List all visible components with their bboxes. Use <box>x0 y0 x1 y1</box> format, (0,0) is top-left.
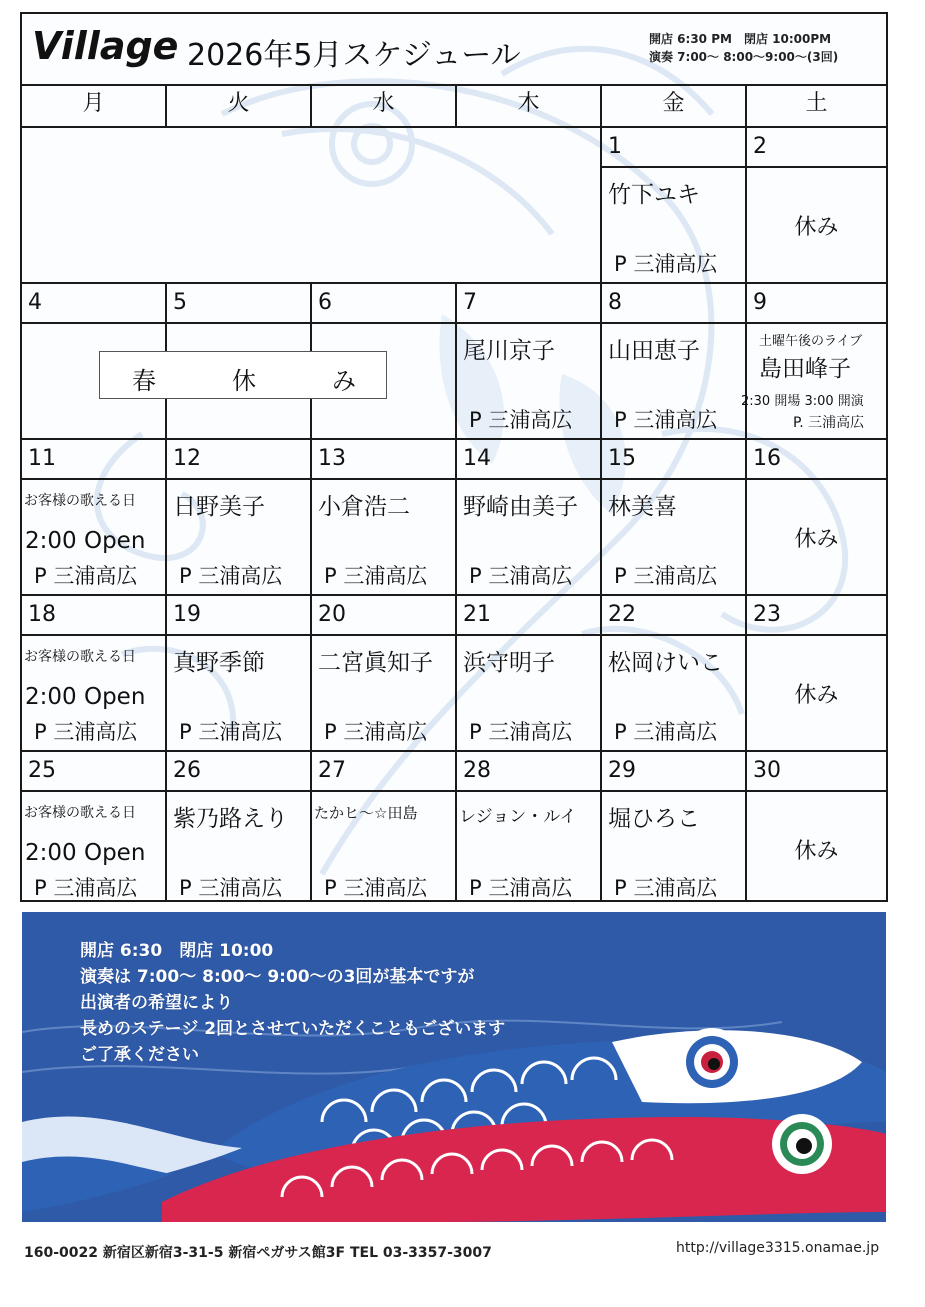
day-number: 26 <box>167 752 312 792</box>
day-cell <box>167 792 312 902</box>
pianist-label: P 三浦高広 <box>34 564 138 588</box>
pianist-label: P 三浦高広 <box>614 720 718 744</box>
day-number: 13 <box>312 440 457 480</box>
day-cell <box>312 636 457 752</box>
performer-name: たかヒ～☆田島 <box>314 804 418 822</box>
day-number: 2 <box>747 128 886 168</box>
day-cell <box>602 168 747 284</box>
day-cell <box>22 792 167 902</box>
pianist-label: P 三浦高広 <box>179 564 283 588</box>
pianist-label: P 三浦高広 <box>179 720 283 744</box>
pianist-label: P 三浦高広 <box>179 876 283 900</box>
karaoke-open-time: 2:00 Open <box>25 528 146 554</box>
pianist-label: P 三浦高広 <box>614 876 718 900</box>
karaoke-day-label: お客様の歌える日 <box>24 493 136 509</box>
hours-performance: 演奏 7:00～ 8:00～9:00～(3回) <box>649 50 839 64</box>
holiday-label: 休み <box>794 526 839 552</box>
pianist-label: P 三浦高広 <box>614 252 718 276</box>
day-number: 23 <box>747 596 886 636</box>
day-number: 27 <box>312 752 457 792</box>
day-number: 11 <box>22 440 167 480</box>
performer-name: 小倉浩二 <box>318 494 410 520</box>
pianist-label: P 三浦高広 <box>34 720 138 744</box>
day-cell <box>22 636 167 752</box>
day-cell <box>312 480 457 596</box>
schedule-title: 2026年5月スケジュール <box>187 38 521 73</box>
notice-line-acknowledge: ご了承ください <box>80 1045 199 1065</box>
day-number: 19 <box>167 596 312 636</box>
empty-cell <box>22 128 602 284</box>
weekday-header: 月 <box>22 84 167 128</box>
weekday-header: 土 <box>747 84 886 128</box>
day-cell <box>457 792 602 902</box>
footer-url[interactable]: http://village3315.onamae.jp <box>676 1240 880 1256</box>
holiday-label: 休み <box>794 682 839 708</box>
day-cell <box>457 324 602 440</box>
day-cell <box>602 480 747 596</box>
day-number: 22 <box>602 596 747 636</box>
performer-name: 浜守明子 <box>463 650 555 676</box>
performer-name: 山田恵子 <box>608 338 700 364</box>
day-number: 28 <box>457 752 602 792</box>
day-number: 8 <box>602 284 747 324</box>
pianist-label: P 三浦高広 <box>324 720 428 744</box>
day-number: 6 <box>312 284 457 324</box>
weekday-header: 木 <box>457 84 602 128</box>
spring-holiday-char: 休 <box>232 367 256 395</box>
day-cell <box>741 324 886 440</box>
day-cell <box>602 792 747 902</box>
day-cell <box>602 636 747 752</box>
footer-address: 160-0022 新宿区新宿3-31-5 新宿ペガサス館3F TEL 03-3357-3007 <box>24 1245 492 1261</box>
schedule-sheet <box>20 12 888 902</box>
calendar-grid <box>22 84 886 900</box>
performer-name: 二宮眞知子 <box>318 650 433 676</box>
day-number: 18 <box>22 596 167 636</box>
day-number: 16 <box>747 440 886 480</box>
day-number: 20 <box>312 596 457 636</box>
performer-name: 野崎由美子 <box>463 494 578 520</box>
day-number: 15 <box>602 440 747 480</box>
header-bar <box>22 14 886 86</box>
pianist-label: P 三浦高広 <box>469 564 573 588</box>
karaoke-open-time: 2:00 Open <box>25 684 146 710</box>
saturday-live-time: 2:30 開場 3:00 開演 <box>741 394 864 409</box>
saturday-live-label: 土曜午後のライブ <box>759 334 863 349</box>
pianist-label: P 三浦高広 <box>324 876 428 900</box>
saturday-live-pianist: P. 三浦高広 <box>793 415 865 431</box>
pianist-label: P 三浦高広 <box>469 408 573 432</box>
village-logo: Village <box>32 24 179 68</box>
notice-banner <box>22 912 886 1222</box>
holiday-label: 休み <box>794 838 839 864</box>
performer-name: 堀ひろこ <box>608 806 700 832</box>
pianist-label: P 三浦高広 <box>324 564 428 588</box>
pianist-label: P 三浦高広 <box>34 876 138 900</box>
pianist-label: P 三浦高広 <box>469 876 573 900</box>
day-number: 29 <box>602 752 747 792</box>
performer-name: 尾川京子 <box>463 338 555 364</box>
day-cell <box>457 636 602 752</box>
day-number: 25 <box>22 752 167 792</box>
performer-name: 日野美子 <box>173 494 265 520</box>
performer-name: レジョン・ルイ <box>459 807 577 827</box>
day-cell <box>747 636 886 752</box>
spring-holiday-char: 春 <box>132 367 156 395</box>
day-number: 4 <box>22 284 167 324</box>
performer-name: 真野季節 <box>173 650 265 676</box>
karaoke-open-time: 2:00 Open <box>25 840 146 866</box>
day-cell <box>747 792 886 902</box>
karaoke-day-label: お客様の歌える日 <box>24 805 136 821</box>
day-cell <box>602 324 747 440</box>
notice-line-performance: 演奏は 7:00～ 8:00～ 9:00～の3回が基本ですが <box>80 967 475 987</box>
notice-line-long-stage: 長めのステージ 2回とさせていただくこともございます <box>80 1019 506 1039</box>
day-cell <box>22 480 167 596</box>
weekday-header: 水 <box>312 84 457 128</box>
day-cell <box>312 792 457 902</box>
day-number: 7 <box>457 284 602 324</box>
karaoke-day-label: お客様の歌える日 <box>24 649 136 665</box>
day-number: 5 <box>167 284 312 324</box>
saturday-live-performer: 島田峰子 <box>759 356 851 382</box>
day-cell <box>457 480 602 596</box>
day-number: 12 <box>167 440 312 480</box>
performer-name: 竹下ユキ <box>608 182 700 208</box>
day-cell <box>167 480 312 596</box>
day-number: 9 <box>747 284 886 324</box>
pianist-label: P 三浦高広 <box>614 564 718 588</box>
weekday-header: 金 <box>602 84 747 128</box>
pianist-label: P 三浦高広 <box>469 720 573 744</box>
performer-name: 林美喜 <box>608 494 677 520</box>
notice-line-request: 出演者の希望により <box>80 993 233 1013</box>
pianist-label: P 三浦高広 <box>614 408 718 432</box>
hours-open-close: 開店 6:30 PM 閉店 10:00PM <box>649 32 832 46</box>
day-cell <box>167 636 312 752</box>
day-number: 21 <box>457 596 602 636</box>
spring-holiday-char: み <box>332 367 356 395</box>
performer-name: 紫乃路えり <box>173 806 288 832</box>
weekday-header: 火 <box>167 84 312 128</box>
spring-holiday-banner <box>99 351 387 399</box>
day-number: 14 <box>457 440 602 480</box>
day-cell <box>747 480 886 596</box>
day-number: 1 <box>602 128 747 168</box>
notice-line-hours: 開店 6:30 閉店 10:00 <box>80 941 274 961</box>
day-cell <box>747 168 886 284</box>
day-number: 30 <box>747 752 886 792</box>
performer-name: 松岡けいこ <box>608 650 723 676</box>
holiday-label: 休み <box>794 214 839 240</box>
